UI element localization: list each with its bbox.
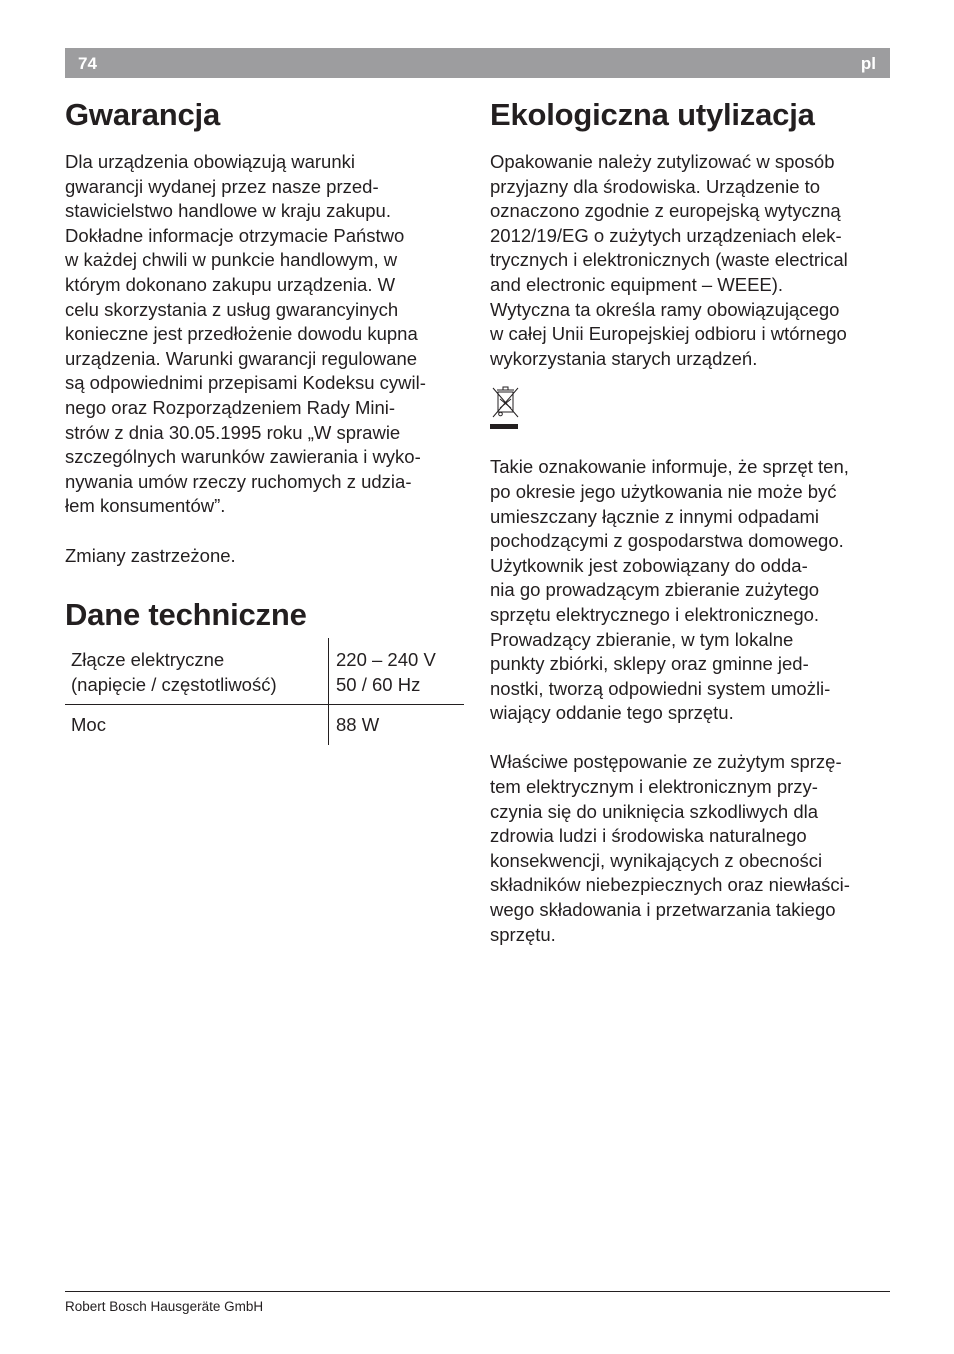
gwarancja-note: Zmiany zastrzeżone. (65, 544, 236, 566)
eko-body-1: Opakowanie należy zutylizować w sposób przyjazny dla środowiska. Urządzenie to oznaczono zgodnie z europejską wytyczną 2012/19/EG o zużytych urządzeniach elek- trycznych i elektronicznych (waste electrical and electronic equipment – WEEE). Wytyczna ta określa ramy obowiązującego w całej Unii Europejskiej odbioru i wtórnego wykorzystania starych urządzeń. (490, 151, 848, 369)
page-number: 74 (78, 54, 97, 73)
spec-label: Moc (71, 714, 106, 736)
spec-label: Złącze elektryczne (napięcie / częstotliwość) (65, 638, 329, 705)
language-code: pl (860, 54, 876, 73)
gwarancja-heading: Gwarancja (65, 97, 221, 132)
left-column (65, 96, 470, 745)
spec-row (65, 705, 464, 746)
page-header-bar (65, 48, 890, 78)
right-column (490, 96, 890, 947)
eko-body-3: Właściwe postępowanie ze zużytym sprzę- tem elektrycznym i elektronicznym przy- czynia się do uniknięcia szkodliwych dla zdrowia ludzi i środowiska naturalnego konsekwencji, wynikających z obecności składników niebezpiecznych oraz niewłaści- wego składowania i przetwarzania takiego sprzętu. (490, 751, 850, 945)
footer-company: Robert Bosch Hausgeräte GmbH (65, 1299, 264, 1314)
crossed-out-wheelie-bin-icon (490, 385, 520, 431)
ekologiczna-heading: Ekologiczna utylizacja (490, 97, 815, 132)
spec-value: 88 W (329, 705, 465, 746)
spec-row (65, 638, 464, 705)
spec-value: 220 – 240 V 50 / 60 Hz (329, 638, 465, 705)
eko-body-2: Takie oznakowanie informuje, że sprzęt ten, po okresie jego użytkowania nie może być umieszczany łącznie z innymi odpadami pochodzącymi z gospodarstwa domowego. Użytkownik jest zobowiązany do odda- nia go prowadzącym zbieranie zużytego sprzętu elektrycznego i elektronicznego. Prowadzący zbieranie, w tym lokalne punkty zbiórki, sklepy oraz gminne jed- nostki, tworzą odpowiedni system umożli- wiający oddanie tego sprzętu. (490, 456, 849, 724)
footer-divider (65, 1291, 890, 1292)
gwarancja-body: Dla urządzenia obowiązują warunki gwarancji wydanej przez nasze przed- stawicielstwo handlowe w kraju zakupu. Dokładne informacje otrzymacie Państwo w każdej chwili w punkcie handlowym, w którym dokonano zakupu urządzenia. W celu skorzystania z usług gwarancyinych konieczne jest przedłożenie dowodu kupna urządzenia. Warunki gwarancji regulowane są odpowiednimi przepisami Kodeksu cywil- nego oraz Rozporządzeniem Rady Mini- strów z dnia 30.05.1995 roku „W sprawie szczególnych warunków zawierania i wyko- nywania umów rzeczy ruchomych z udzia- łem konsumentów”. (65, 151, 426, 517)
spec-table (65, 638, 464, 745)
dane-techniczne-heading: Dane techniczne (65, 597, 307, 633)
